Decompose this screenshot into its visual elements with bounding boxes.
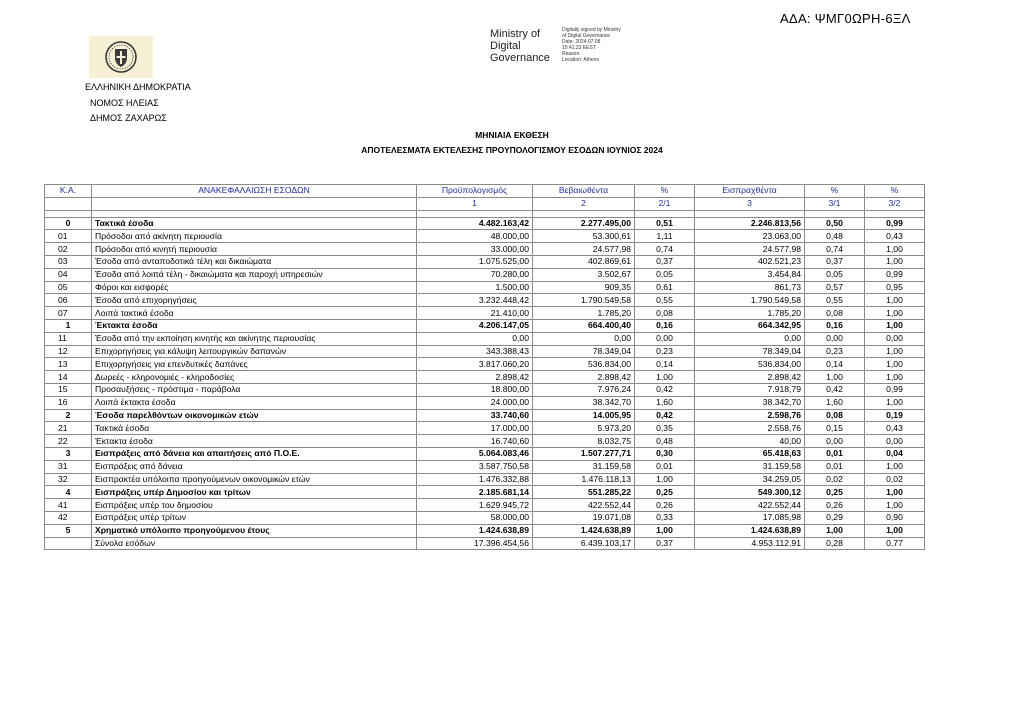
row-description: Επιχορηγήσεις για κάλυψη λειτουργικών δαπανών xyxy=(92,345,417,358)
table-row xyxy=(45,435,925,448)
table-row xyxy=(45,255,925,268)
column-index: 3/2 xyxy=(865,197,925,210)
row-description: Σύνολα εσόδων xyxy=(92,537,417,550)
table-row xyxy=(45,243,925,256)
row-budget: 2.898,42 xyxy=(417,371,533,384)
row-pct-2-1: 0,05 xyxy=(635,268,695,281)
row-code: 22 xyxy=(45,435,92,448)
row-code: 21 xyxy=(45,422,92,435)
row-collected: 3.454,84 xyxy=(695,268,805,281)
column-header: Βεβαιωθέντα xyxy=(533,185,635,198)
row-budget: 1.476.332,88 xyxy=(417,473,533,486)
signature-detail-line: Digitally signed by Ministry xyxy=(562,27,621,33)
row-pct-2-1: 0,23 xyxy=(635,345,695,358)
row-pct-2-1: 0,00 xyxy=(635,332,695,345)
row-pct-3-2: 1,00 xyxy=(865,319,925,332)
row-collected: 549.300,12 xyxy=(695,486,805,499)
row-pct-3-2: 1,00 xyxy=(865,524,925,537)
row-collected: 664.342,95 xyxy=(695,319,805,332)
row-description: Επιχορηγήσεις για επενδυτικές δαπάνες xyxy=(92,358,417,371)
row-pct-3-2: 0,02 xyxy=(865,473,925,486)
row-pct-3-2: 0,43 xyxy=(865,230,925,243)
row-pct-3-2: 1,00 xyxy=(865,243,925,256)
row-certified: 14.005,95 xyxy=(533,409,635,422)
row-pct-2-1: 0,42 xyxy=(635,383,695,396)
table-row xyxy=(45,307,925,320)
row-pct-2-1: 1,00 xyxy=(635,473,695,486)
table-row xyxy=(45,473,925,486)
row-pct-3-1: 1,00 xyxy=(805,524,865,537)
table-row xyxy=(45,294,925,307)
row-description: Εισπράξεις από δάνεια και απαιτήσεις από Π.Ο.Ε. xyxy=(92,447,417,460)
row-description: Πρόσοδοι από ακίνητη περιουσία xyxy=(92,230,417,243)
row-code: 07 xyxy=(45,307,92,320)
row-pct-3-2: 1,00 xyxy=(865,486,925,499)
signature-details xyxy=(562,27,621,63)
row-description: Φόροι και εισφορές xyxy=(92,281,417,294)
row-collected: 40,00 xyxy=(695,435,805,448)
row-certified: 38.342,70 xyxy=(533,396,635,409)
row-pct-3-1: 0,74 xyxy=(805,243,865,256)
row-pct-3-1: 0,01 xyxy=(805,447,865,460)
row-pct-3-1: 1,00 xyxy=(805,371,865,384)
report-subtitle: ΑΠΟΤΕΛΕΣΜΑΤΑ ΕΚΤΕΛΕΣΗΣ ΠΡΟΥΠΟΛΟΓΙΣΜΟΥ ΕΣΟΔΩΝ ΙΟΥΝΙΟΣ 2024 xyxy=(361,145,663,155)
row-collected: 38.342,70 xyxy=(695,396,805,409)
row-code: 02 xyxy=(45,243,92,256)
table-row xyxy=(45,524,925,537)
row-certified: 0,00 xyxy=(533,332,635,345)
table-row xyxy=(45,460,925,473)
row-certified: 31.159,58 xyxy=(533,460,635,473)
row-certified: 78.349,04 xyxy=(533,345,635,358)
row-description: Έσοδα από την εκποίηση κινητής και ακίνητης περιουσίας xyxy=(92,332,417,345)
row-pct-3-1: 0,00 xyxy=(805,435,865,448)
row-description: Δωρεές - κληρονομιές - κληροδοσίες xyxy=(92,371,417,384)
row-collected: 4.953.112,91 xyxy=(695,537,805,550)
row-collected: 2.898,42 xyxy=(695,371,805,384)
revenue-table xyxy=(44,184,925,550)
row-pct-2-1: 0,61 xyxy=(635,281,695,294)
table-row xyxy=(45,268,925,281)
row-pct-2-1: 1,11 xyxy=(635,230,695,243)
row-collected: 1.424.638,89 xyxy=(695,524,805,537)
row-description: Λοιπά τακτικά έσοδα xyxy=(92,307,417,320)
row-code: 16 xyxy=(45,396,92,409)
signature-org-line: Digital xyxy=(490,40,521,52)
row-budget: 48.000,00 xyxy=(417,230,533,243)
row-pct-2-1: 0,14 xyxy=(635,358,695,371)
row-pct-3-1: 0,26 xyxy=(805,499,865,512)
column-index: 1 xyxy=(417,197,533,210)
table-row xyxy=(45,217,925,230)
row-code: 05 xyxy=(45,281,92,294)
row-collected: 536.834,00 xyxy=(695,358,805,371)
row-budget: 1.075.525,00 xyxy=(417,255,533,268)
row-budget: 21.410,00 xyxy=(417,307,533,320)
row-collected: 34.259,05 xyxy=(695,473,805,486)
column-header: % xyxy=(635,185,695,198)
row-code: 03 xyxy=(45,255,92,268)
row-certified: 536.834,00 xyxy=(533,358,635,371)
row-pct-3-1: 0,01 xyxy=(805,460,865,473)
row-pct-2-1: 0,55 xyxy=(635,294,695,307)
signature-detail-line: Location: Athens xyxy=(562,57,599,63)
table-row xyxy=(45,319,925,332)
row-pct-3-1: 0,42 xyxy=(805,383,865,396)
row-description: Εισπράξεις υπέρ Δημοσίου και τρίτων xyxy=(92,486,417,499)
row-certified: 422.552,44 xyxy=(533,499,635,512)
row-pct-3-1: 0,16 xyxy=(805,319,865,332)
row-collected: 78.349,04 xyxy=(695,345,805,358)
row-pct-2-1: 0,37 xyxy=(635,255,695,268)
signature-organization xyxy=(490,28,550,64)
row-collected: 1.790.549,58 xyxy=(695,294,805,307)
row-budget: 33.000,00 xyxy=(417,243,533,256)
row-pct-3-1: 0,25 xyxy=(805,486,865,499)
row-budget: 1.424.638,89 xyxy=(417,524,533,537)
table-row xyxy=(45,230,925,243)
row-code: 01 xyxy=(45,230,92,243)
row-code: 5 xyxy=(45,524,92,537)
row-certified: 909,35 xyxy=(533,281,635,294)
row-code: 42 xyxy=(45,511,92,524)
row-pct-3-1: 0,05 xyxy=(805,268,865,281)
table-row xyxy=(45,345,925,358)
row-pct-3-2: 1,00 xyxy=(865,294,925,307)
row-code: 4 xyxy=(45,486,92,499)
signature-org-line: Ministry of xyxy=(490,28,541,40)
table-row xyxy=(45,371,925,384)
row-budget: 3.232.448,42 xyxy=(417,294,533,307)
row-collected: 0,00 xyxy=(695,332,805,345)
table-row xyxy=(45,383,925,396)
table-row xyxy=(45,537,925,550)
row-pct-3-1: 0,08 xyxy=(805,409,865,422)
row-pct-3-2: 1,00 xyxy=(865,255,925,268)
row-budget: 17.396.454,56 xyxy=(417,537,533,550)
row-pct-3-1: 0,23 xyxy=(805,345,865,358)
row-pct-3-1: 1,60 xyxy=(805,396,865,409)
row-budget: 343.388,43 xyxy=(417,345,533,358)
row-certified: 1.507.277,71 xyxy=(533,447,635,460)
row-description: Τακτικά έσοδα xyxy=(92,422,417,435)
revenue-table-body xyxy=(45,217,925,550)
row-pct-2-1: 0,16 xyxy=(635,319,695,332)
signature-detail-line: 10:41:23 EEST xyxy=(562,45,596,51)
row-code: 11 xyxy=(45,332,92,345)
row-pct-3-2: 0,04 xyxy=(865,447,925,460)
row-pct-3-1: 0,28 xyxy=(805,537,865,550)
row-budget: 0,00 xyxy=(417,332,533,345)
row-certified: 3.502,67 xyxy=(533,268,635,281)
row-certified: 5.973,20 xyxy=(533,422,635,435)
row-code: 0 xyxy=(45,217,92,230)
column-index: 2 xyxy=(533,197,635,210)
row-pct-3-1: 0,48 xyxy=(805,230,865,243)
row-budget: 18.800,00 xyxy=(417,383,533,396)
issuer-header xyxy=(85,80,191,127)
row-certified: 7.976,24 xyxy=(533,383,635,396)
row-code: 41 xyxy=(45,499,92,512)
report-title: ΜΗΝΙΑΙΑ ΕΚΘΕΣΗ xyxy=(475,130,549,140)
row-collected: 23.063,00 xyxy=(695,230,805,243)
row-certified: 24.577,98 xyxy=(533,243,635,256)
row-description: Εισπράξεις υπέρ τρίτων xyxy=(92,511,417,524)
column-header: % xyxy=(865,185,925,198)
row-budget: 1.629.945,72 xyxy=(417,499,533,512)
row-description: Έσοδα παρελθόντων οικονομικών ετών xyxy=(92,409,417,422)
row-code: 15 xyxy=(45,383,92,396)
row-collected: 2.598,76 xyxy=(695,409,805,422)
row-budget: 58.000,00 xyxy=(417,511,533,524)
row-pct-3-1: 0,14 xyxy=(805,358,865,371)
table-row xyxy=(45,422,925,435)
row-pct-3-2: 0,00 xyxy=(865,332,925,345)
table-spacer-row xyxy=(45,210,925,217)
row-collected: 422.552,44 xyxy=(695,499,805,512)
column-index: 3 xyxy=(695,197,805,210)
row-pct-2-1: 0,26 xyxy=(635,499,695,512)
table-subheader-row xyxy=(45,197,925,210)
row-certified: 402.869,61 xyxy=(533,255,635,268)
row-code: 04 xyxy=(45,268,92,281)
row-code: 06 xyxy=(45,294,92,307)
municipality-name: ΔΗΜΟΣ ΖΑΧΑΡΩΣ xyxy=(90,113,167,123)
table-header-row xyxy=(45,185,925,198)
row-description: Έκτακτα έσοδα xyxy=(92,319,417,332)
row-pct-3-2: 0,99 xyxy=(865,383,925,396)
row-pct-2-1: 0,74 xyxy=(635,243,695,256)
row-pct-2-1: 0,51 xyxy=(635,217,695,230)
row-description: Έσοδα από λοιπά τέλη - δικαιώματα και παροχή υπηρεσιών xyxy=(92,268,417,281)
signature-detail-line: of Digital Governance xyxy=(562,33,611,39)
row-pct-3-2: 1,00 xyxy=(865,307,925,320)
row-pct-3-2: 1,00 xyxy=(865,371,925,384)
row-budget: 70.280,00 xyxy=(417,268,533,281)
row-budget: 4.206.147,05 xyxy=(417,319,533,332)
row-collected: 2.558,76 xyxy=(695,422,805,435)
table-row xyxy=(45,358,925,371)
row-pct-3-1: 0,08 xyxy=(805,307,865,320)
row-pct-3-2: 1,00 xyxy=(865,460,925,473)
row-description: Έσοδα από ανταποδοτικά τέλη και δικαιώματα xyxy=(92,255,417,268)
row-pct-2-1: 1,00 xyxy=(635,524,695,537)
row-pct-3-1: 0,00 xyxy=(805,332,865,345)
row-pct-2-1: 1,60 xyxy=(635,396,695,409)
table-row xyxy=(45,499,925,512)
row-description: Έκτακτα έσοδα xyxy=(92,435,417,448)
row-collected: 2.246.813,56 xyxy=(695,217,805,230)
column-index xyxy=(45,197,92,210)
row-budget: 33.740,60 xyxy=(417,409,533,422)
row-collected: 65.418,63 xyxy=(695,447,805,460)
greek-emblem-logo xyxy=(89,36,153,78)
signature-org-line: Governance xyxy=(490,52,550,64)
column-index xyxy=(92,197,417,210)
row-pct-3-1: 0,29 xyxy=(805,511,865,524)
row-pct-3-1: 0,37 xyxy=(805,255,865,268)
row-code xyxy=(45,537,92,550)
row-pct-3-2: 1,00 xyxy=(865,345,925,358)
column-header: Κ.Α. xyxy=(45,185,92,198)
row-pct-2-1: 0,48 xyxy=(635,435,695,448)
row-certified: 19.071,08 xyxy=(533,511,635,524)
row-budget: 16.740,60 xyxy=(417,435,533,448)
row-description: Έσοδα από επιχορηγήσεις xyxy=(92,294,417,307)
row-pct-3-1: 0,55 xyxy=(805,294,865,307)
column-header: Εισπραχθέντα xyxy=(695,185,805,198)
row-description: Πρόσοδοι από κινητή περιουσία xyxy=(92,243,417,256)
row-budget: 2.185.681,14 xyxy=(417,486,533,499)
row-pct-2-1: 0,30 xyxy=(635,447,695,460)
row-pct-3-2: 0,00 xyxy=(865,435,925,448)
row-pct-3-2: 0,43 xyxy=(865,422,925,435)
row-pct-2-1: 0,01 xyxy=(635,460,695,473)
row-code: 13 xyxy=(45,358,92,371)
row-certified: 1.476.118,13 xyxy=(533,473,635,486)
row-budget: 5.064.083,46 xyxy=(417,447,533,460)
table-row xyxy=(45,511,925,524)
row-pct-3-2: 0,19 xyxy=(865,409,925,422)
row-pct-3-1: 0,50 xyxy=(805,217,865,230)
row-pct-3-2: 0,77 xyxy=(865,537,925,550)
row-budget: 4.482.163,42 xyxy=(417,217,533,230)
row-budget: 17.000,00 xyxy=(417,422,533,435)
row-certified: 551.285,22 xyxy=(533,486,635,499)
row-certified: 1.424.638,89 xyxy=(533,524,635,537)
row-pct-2-1: 0,37 xyxy=(635,537,695,550)
row-pct-2-1: 0,42 xyxy=(635,409,695,422)
row-certified: 53.300,61 xyxy=(533,230,635,243)
signature-detail-line: Reason: xyxy=(562,51,581,57)
row-pct-3-2: 1,00 xyxy=(865,396,925,409)
row-collected: 402.521,23 xyxy=(695,255,805,268)
table-row xyxy=(45,281,925,294)
column-index: 2/1 xyxy=(635,197,695,210)
table-row xyxy=(45,409,925,422)
row-certified: 8.032,75 xyxy=(533,435,635,448)
row-description: Εισπράξεις από δάνεια xyxy=(92,460,417,473)
row-pct-3-1: 0,15 xyxy=(805,422,865,435)
row-pct-2-1: 0,33 xyxy=(635,511,695,524)
row-collected: 7.918,79 xyxy=(695,383,805,396)
row-code: 1 xyxy=(45,319,92,332)
row-collected: 861,73 xyxy=(695,281,805,294)
row-description: Εισπρακτέα υπόλοιπα προηγούμενων οικονομικών ετών xyxy=(92,473,417,486)
row-code: 32 xyxy=(45,473,92,486)
signature-detail-line: Date: 2024.07.08 xyxy=(562,39,601,45)
row-description: Τακτικά έσοδα xyxy=(92,217,417,230)
row-certified: 1.785,20 xyxy=(533,307,635,320)
row-collected: 31.159,58 xyxy=(695,460,805,473)
row-code: 2 xyxy=(45,409,92,422)
row-certified: 2.898,42 xyxy=(533,371,635,384)
row-budget: 1.500,00 xyxy=(417,281,533,294)
row-certified: 664.400,40 xyxy=(533,319,635,332)
row-code: 14 xyxy=(45,371,92,384)
row-pct-2-1: 0,08 xyxy=(635,307,695,320)
ada-code: ΑΔΑ: ΨΜΓ0ΩΡΗ-6ΞΛ xyxy=(780,11,911,26)
row-code: 31 xyxy=(45,460,92,473)
row-pct-3-1: 0,02 xyxy=(805,473,865,486)
row-pct-2-1: 0,25 xyxy=(635,486,695,499)
row-pct-3-2: 0,99 xyxy=(865,268,925,281)
row-pct-3-2: 0,99 xyxy=(865,217,925,230)
row-budget: 3.587.750,58 xyxy=(417,460,533,473)
row-description: Χρηματικό υπόλοιπο προηγούμενου έτους xyxy=(92,524,417,537)
coat-of-arms-icon xyxy=(104,40,138,74)
table-row xyxy=(45,396,925,409)
row-description: Λοιπά έκτακτα έσοδα xyxy=(92,396,417,409)
column-header: % xyxy=(805,185,865,198)
row-pct-3-1: 0,57 xyxy=(805,281,865,294)
table-row xyxy=(45,332,925,345)
row-collected: 1.785,20 xyxy=(695,307,805,320)
row-certified: 6.439.103,17 xyxy=(533,537,635,550)
row-pct-3-2: 1,00 xyxy=(865,499,925,512)
row-budget: 3.817.060,20 xyxy=(417,358,533,371)
row-pct-3-2: 0,95 xyxy=(865,281,925,294)
country-name: ΕΛΛΗΝΙΚΗ ΔΗΜΟΚΡΑΤΙΑ xyxy=(85,82,191,92)
row-pct-2-1: 1,00 xyxy=(635,371,695,384)
row-pct-2-1: 0,35 xyxy=(635,422,695,435)
column-header: Προϋπολογισμός xyxy=(417,185,533,198)
table-row xyxy=(45,447,925,460)
row-code: 3 xyxy=(45,447,92,460)
column-index: 3/1 xyxy=(805,197,865,210)
row-description: Εισπράξεις υπέρ του δημοσίου xyxy=(92,499,417,512)
row-collected: 17.085,98 xyxy=(695,511,805,524)
row-description: Προσαυξήσεις - πρόστιμα - παράβολα xyxy=(92,383,417,396)
row-budget: 24.000,00 xyxy=(417,396,533,409)
row-certified: 1.790.549,58 xyxy=(533,294,635,307)
prefecture-name: ΝΟΜΟΣ ΗΛΕΙΑΣ xyxy=(90,97,159,108)
table-row xyxy=(45,486,925,499)
row-code: 12 xyxy=(45,345,92,358)
row-collected: 24.577,98 xyxy=(695,243,805,256)
row-pct-3-2: 1,00 xyxy=(865,358,925,371)
row-pct-3-2: 0,90 xyxy=(865,511,925,524)
row-certified: 2.277.495,00 xyxy=(533,217,635,230)
column-header: ΑΝΑΚΕΦΑΛΑΙΩΣΗ ΕΣΟΔΩΝ xyxy=(92,185,417,198)
